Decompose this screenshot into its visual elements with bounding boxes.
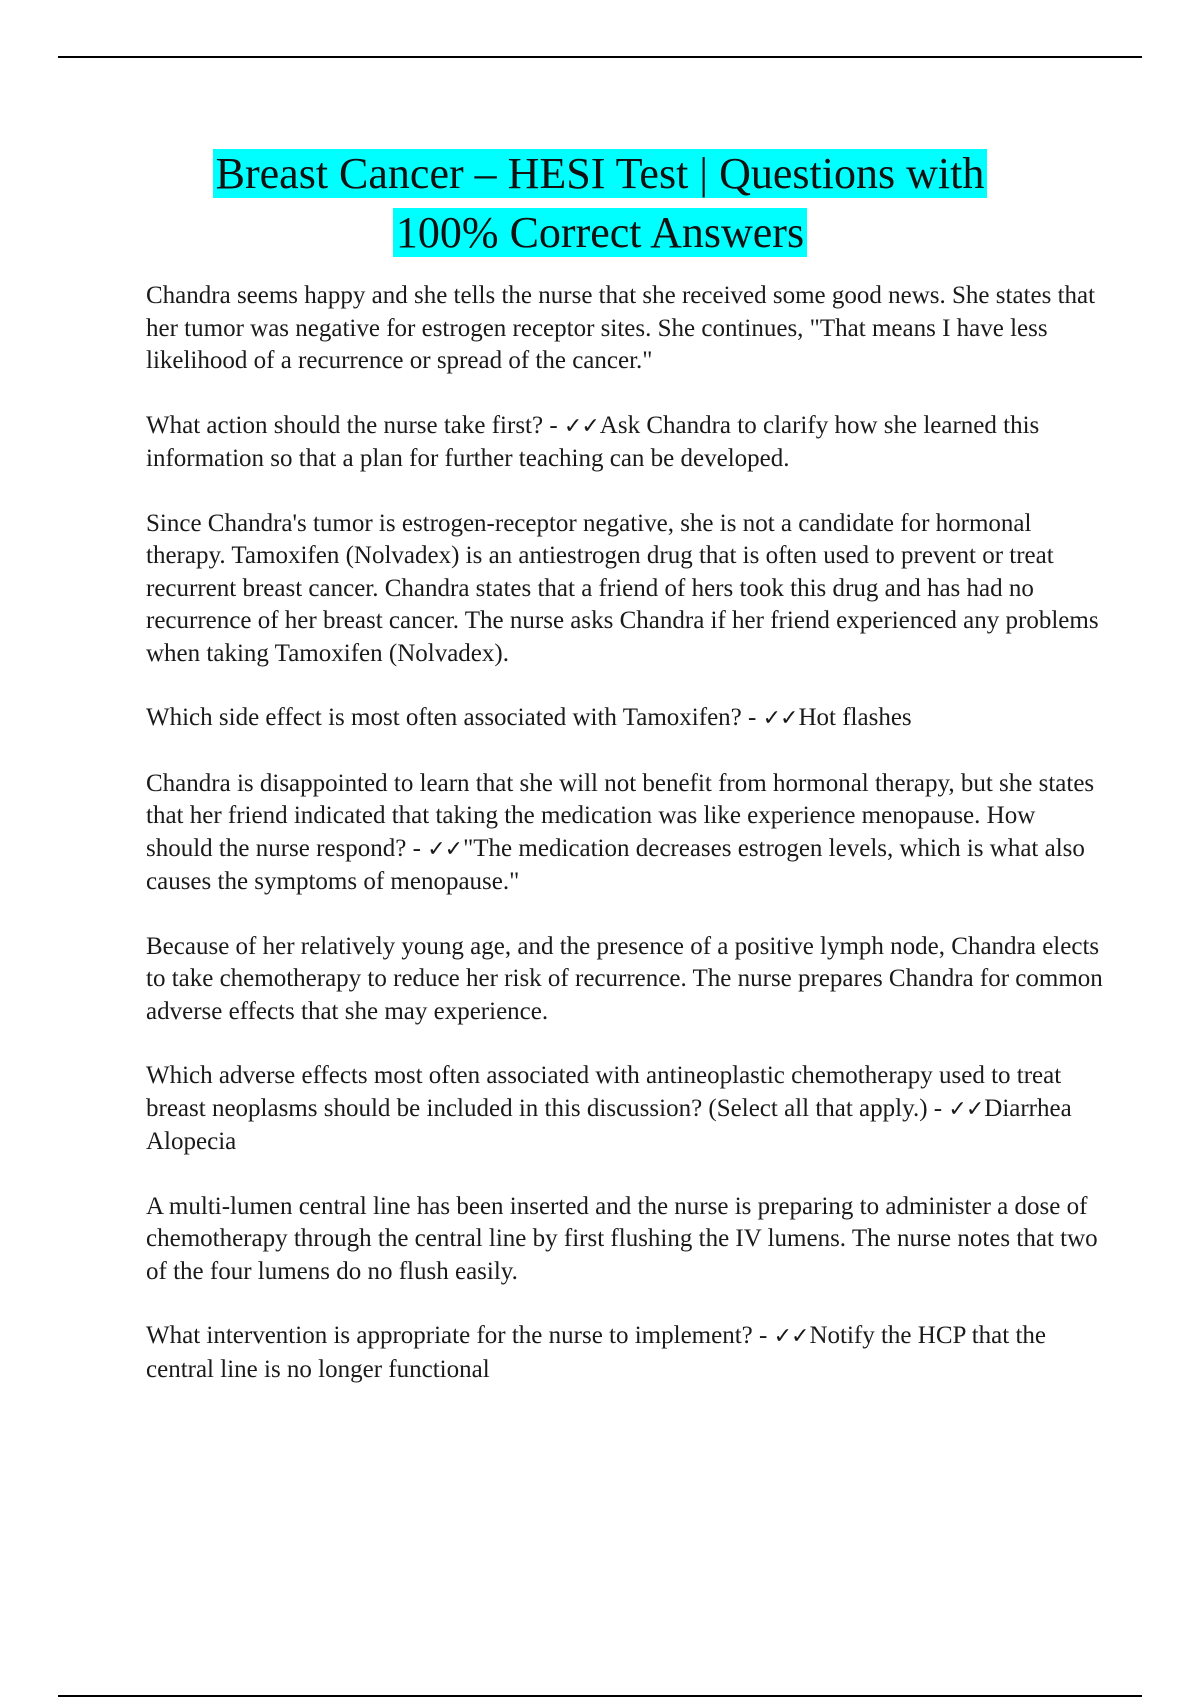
question-answer — [146, 1060, 1106, 1159]
double-check-icon: ✓✓ — [563, 413, 599, 439]
scenario-paragraph — [146, 931, 1106, 1029]
scenario-paragraph — [146, 1191, 1106, 1289]
double-check-icon: ✓✓ — [427, 836, 463, 862]
answer-text-2: Alopecia — [146, 1128, 237, 1155]
question-text: What action should the nurse take first? - — [146, 411, 558, 439]
scenario-paragraph — [146, 280, 1106, 378]
scenario-text: A multi-lumen central line has been inserted and the nurse is preparing to administer a dose of chemotherapy through the central line by first flushing the IV lumens. The nurse notes that two of the four lumens do no flush easily. — [146, 1192, 1098, 1285]
question-text: Which adverse effects most often associated with antineoplastic chemotherapy used to treat breast neoplasms should be included in this discussion? (Select all that apply.) - — [146, 1062, 1062, 1122]
double-check-icon: ✓✓ — [773, 1324, 809, 1349]
bottom-rule — [58, 1695, 1142, 1697]
question-text: What intervention is appropriate for the nurse to implement? - — [146, 1322, 768, 1349]
scenario-text: Because of her relatively young age, and the presence of a positive lymph node, Chandra elects to take chemotherapy to reduce her risk of recurrence. The nurse prepares Chandra for common adverse effects that she may experience. — [146, 932, 1103, 1025]
question-answer — [146, 410, 1106, 476]
title-line-2: 100% Correct Answers — [393, 208, 807, 257]
question-text: Chandra is disappointed to learn that she will not benefit from hormonal therapy, but she states that her friend indicated that taking the medication was like experience menopause. How should the nurse respond? - — [146, 769, 1095, 862]
scenario-text: Since Chandra's tumor is estrogen-receptor negative, she is not a candidate for hormonal therapy. Tamoxifen (Nolvadex) is an antiestrogen drug that is often used to prevent or treat recurrent breast cancer. Chandra states that a friend of hers took this drug and has had no recurrence of her breast cancer. The nurse asks Chandra if her friend experienced any problems when taking Tamoxifen (Nolvadex). — [146, 509, 1099, 667]
title-line-1: Breast Cancer – HESI Test | Questions with — [213, 149, 988, 198]
document-body — [146, 280, 1106, 1418]
double-check-icon: ✓✓ — [762, 706, 798, 731]
scenario-text: Chandra seems happy and she tells the nurse that she received some good news. She states that her tumor was negative for estrogen receptor sites. She continues, "That means I have less likelihood of a recurrence or spread of the cancer." — [146, 282, 1096, 374]
answer-text: Notify the HCP that the central line is no longer functional — [146, 1322, 1047, 1383]
document-title — [100, 144, 1100, 262]
double-check-icon: ✓✓ — [948, 1096, 984, 1122]
top-rule — [58, 56, 1142, 58]
question-answer — [146, 702, 1106, 736]
answer-text: Hot flashes — [798, 704, 912, 731]
question-answer — [146, 768, 1106, 899]
answer-text: Diarrhea — [984, 1094, 1072, 1122]
question-answer — [146, 1320, 1106, 1386]
question-text: Which side effect is most often associated with Tamoxifen? - — [146, 704, 757, 731]
scenario-paragraph — [146, 508, 1106, 671]
answer-text: Ask Chandra to clarify how she learned this information so that a plan for further teaching can be developed. — [146, 411, 1040, 472]
answer-text: "The medication decreases estrogen levels, which is what also causes the symptoms of menopause." — [146, 834, 1085, 895]
